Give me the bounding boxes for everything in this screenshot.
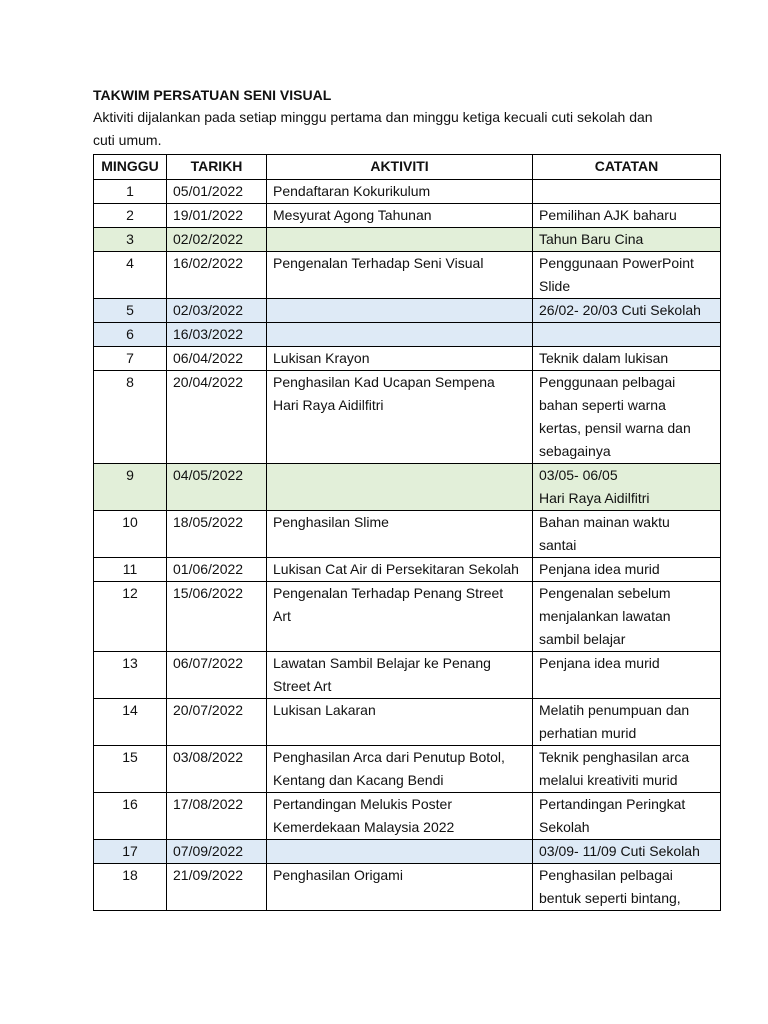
cell-aktiviti — [267, 204, 533, 228]
table-row — [94, 652, 721, 699]
cell-catatan — [533, 252, 721, 299]
catatan-line: santai — [539, 537, 577, 553]
table-row — [94, 371, 721, 464]
table-row — [94, 204, 721, 228]
cell-catatan — [533, 464, 721, 511]
cell-minggu: 5 — [94, 299, 167, 323]
table-row — [94, 511, 721, 558]
cell-tarikh: 04/05/2022 — [167, 464, 267, 511]
cell-tarikh: 03/08/2022 — [167, 746, 267, 793]
table-row — [94, 582, 721, 652]
cell-catatan — [533, 511, 721, 558]
aktiviti-line: Lukisan Lakaran — [273, 702, 376, 718]
aktiviti-line: Pengenalan Terhadap Seni Visual — [273, 255, 484, 271]
aktiviti-line: Pengenalan Terhadap Penang Street — [273, 585, 504, 601]
cell-catatan — [533, 299, 721, 323]
catatan-line: Pengenalan sebelum — [539, 585, 671, 601]
catatan-line: Hari Raya Aidilfitri — [539, 490, 650, 506]
cell-tarikh: 17/08/2022 — [167, 793, 267, 840]
cell-minggu: 11 — [94, 558, 167, 582]
header-tarikh: TARIKH — [167, 155, 267, 180]
catatan-line: Pertandingan Peringkat — [539, 796, 686, 812]
cell-aktiviti — [267, 347, 533, 371]
catatan-line: Pemilihan AJK baharu — [539, 207, 677, 223]
cell-minggu: 16 — [94, 793, 167, 840]
cell-aktiviti — [267, 793, 533, 840]
cell-aktiviti — [267, 464, 533, 511]
aktiviti-line: Lukisan Krayon — [273, 350, 370, 366]
aktiviti-line: Art — [273, 608, 291, 624]
cell-minggu: 13 — [94, 652, 167, 699]
cell-aktiviti — [267, 746, 533, 793]
catatan-line: perhatian murid — [539, 725, 637, 741]
cell-tarikh: 20/07/2022 — [167, 699, 267, 746]
cell-aktiviti — [267, 652, 533, 699]
catatan-line: kertas, pensil warna dan — [539, 420, 691, 436]
catatan-line: Slide — [539, 278, 571, 294]
catatan-line: sebagainya — [539, 443, 611, 459]
catatan-line: 26/02- 20/03 Cuti Sekolah — [539, 302, 701, 318]
catatan-line: Teknik penghasilan arca — [539, 749, 690, 765]
table-row — [94, 323, 721, 347]
schedule-table — [93, 154, 721, 911]
cell-aktiviti — [267, 864, 533, 911]
catatan-line: Teknik dalam lukisan — [539, 350, 669, 366]
table-row — [94, 558, 721, 582]
cell-tarikh: 06/07/2022 — [167, 652, 267, 699]
table-row — [94, 464, 721, 511]
cell-tarikh: 15/06/2022 — [167, 582, 267, 652]
table-row — [94, 347, 721, 371]
table-row — [94, 299, 721, 323]
table-row — [94, 793, 721, 840]
cell-catatan — [533, 228, 721, 252]
table-row — [94, 228, 721, 252]
cell-aktiviti — [267, 252, 533, 299]
aktiviti-line: Penghasilan Slime — [273, 514, 389, 530]
cell-minggu: 9 — [94, 464, 167, 511]
cell-tarikh: 05/01/2022 — [167, 180, 267, 204]
cell-aktiviti — [267, 511, 533, 558]
cell-minggu: 12 — [94, 582, 167, 652]
catatan-line: Sekolah — [539, 819, 590, 835]
catatan-line: Penjana idea murid — [539, 561, 660, 577]
catatan-line: Melatih penumpuan dan — [539, 702, 690, 718]
cell-tarikh: 02/02/2022 — [167, 228, 267, 252]
cell-catatan — [533, 793, 721, 840]
cell-minggu: 3 — [94, 228, 167, 252]
catatan-line: Penjana idea murid — [539, 655, 660, 671]
schedule-body — [94, 180, 721, 911]
catatan-line: 03/05- 06/05 — [539, 467, 618, 483]
cell-catatan — [533, 746, 721, 793]
cell-aktiviti — [267, 699, 533, 746]
cell-minggu: 2 — [94, 204, 167, 228]
catatan-line: 03/09- 11/09 Cuti Sekolah — [539, 843, 700, 859]
table-row — [94, 840, 721, 864]
cell-tarikh: 20/04/2022 — [167, 371, 267, 464]
aktiviti-line: Penghasilan Origami — [273, 867, 403, 883]
table-row — [94, 252, 721, 299]
cell-aktiviti — [267, 180, 533, 204]
table-row — [94, 864, 721, 911]
cell-tarikh: 07/09/2022 — [167, 840, 267, 864]
cell-minggu: 6 — [94, 323, 167, 347]
cell-aktiviti — [267, 228, 533, 252]
cell-minggu: 1 — [94, 180, 167, 204]
catatan-line: Penggunaan pelbagai — [539, 374, 676, 390]
catatan-line: Tahun Baru Cina — [539, 231, 644, 247]
aktiviti-line: Mesyurat Agong Tahunan — [273, 207, 432, 223]
cell-tarikh: 16/03/2022 — [167, 323, 267, 347]
aktiviti-line: Kentang dan Kacang Bendi — [273, 772, 444, 788]
cell-aktiviti — [267, 371, 533, 464]
catatan-line: sambil belajar — [539, 631, 626, 647]
catatan-line: bentuk seperti bintang, — [539, 890, 681, 906]
table-header-row — [94, 155, 721, 180]
cell-catatan — [533, 652, 721, 699]
cell-minggu: 10 — [94, 511, 167, 558]
cell-aktiviti — [267, 558, 533, 582]
cell-aktiviti — [267, 299, 533, 323]
cell-catatan — [533, 558, 721, 582]
intro-line-1: Aktiviti dijalankan pada setiap minggu pertama dan minggu ketiga kecuali cuti sekolah dan — [93, 109, 653, 125]
cell-minggu: 8 — [94, 371, 167, 464]
catatan-line: melalui kreativiti murid — [539, 772, 678, 788]
document-page — [93, 84, 720, 911]
aktiviti-line: Lawatan Sambil Belajar ke Penang — [273, 655, 491, 671]
cell-aktiviti — [267, 582, 533, 652]
aktiviti-line: Pertandingan Melukis Poster — [273, 796, 452, 812]
catatan-line: menjalankan lawatan — [539, 608, 671, 624]
cell-catatan — [533, 323, 721, 347]
cell-minggu: 4 — [94, 252, 167, 299]
cell-minggu: 14 — [94, 699, 167, 746]
aktiviti-line: Pendaftaran Kokurikulum — [273, 183, 431, 199]
aktiviti-line: Penghasilan Arca dari Penutup Botol, — [273, 749, 505, 765]
aktiviti-line: Kemerdekaan Malaysia 2022 — [273, 819, 455, 835]
header-catatan: CATATAN — [533, 155, 721, 180]
cell-catatan — [533, 840, 721, 864]
document-title: TAKWIM PERSATUAN SENI VISUAL — [93, 87, 332, 103]
intro-paragraph — [93, 106, 683, 152]
cell-tarikh: 16/02/2022 — [167, 252, 267, 299]
cell-catatan — [533, 347, 721, 371]
aktiviti-line: Street Art — [273, 678, 332, 694]
cell-aktiviti — [267, 323, 533, 347]
cell-minggu: 18 — [94, 864, 167, 911]
cell-tarikh: 18/05/2022 — [167, 511, 267, 558]
cell-catatan — [533, 864, 721, 911]
header-minggu: MINGGU — [94, 155, 167, 180]
cell-catatan — [533, 582, 721, 652]
cell-tarikh: 19/01/2022 — [167, 204, 267, 228]
cell-aktiviti — [267, 840, 533, 864]
cell-minggu: 7 — [94, 347, 167, 371]
cell-tarikh: 21/09/2022 — [167, 864, 267, 911]
cell-tarikh: 01/06/2022 — [167, 558, 267, 582]
intro-line-2: cuti umum. — [93, 132, 162, 148]
catatan-line: Penggunaan PowerPoint — [539, 255, 694, 271]
catatan-line: Bahan mainan waktu — [539, 514, 670, 530]
cell-catatan — [533, 699, 721, 746]
cell-catatan — [533, 180, 721, 204]
cell-tarikh: 06/04/2022 — [167, 347, 267, 371]
cell-minggu: 15 — [94, 746, 167, 793]
table-row — [94, 699, 721, 746]
cell-minggu: 17 — [94, 840, 167, 864]
header-aktiviti: AKTIVITI — [267, 155, 533, 180]
cell-catatan — [533, 204, 721, 228]
table-row — [94, 180, 721, 204]
cell-catatan — [533, 371, 721, 464]
cell-tarikh: 02/03/2022 — [167, 299, 267, 323]
aktiviti-line: Hari Raya Aidilfitri — [273, 397, 384, 413]
catatan-line: Penghasilan pelbagai — [539, 867, 673, 883]
catatan-line: bahan seperti warna — [539, 397, 666, 413]
aktiviti-line: Lukisan Cat Air di Persekitaran Sekolah — [273, 561, 519, 577]
table-row — [94, 746, 721, 793]
aktiviti-line: Penghasilan Kad Ucapan Sempena — [273, 374, 495, 390]
